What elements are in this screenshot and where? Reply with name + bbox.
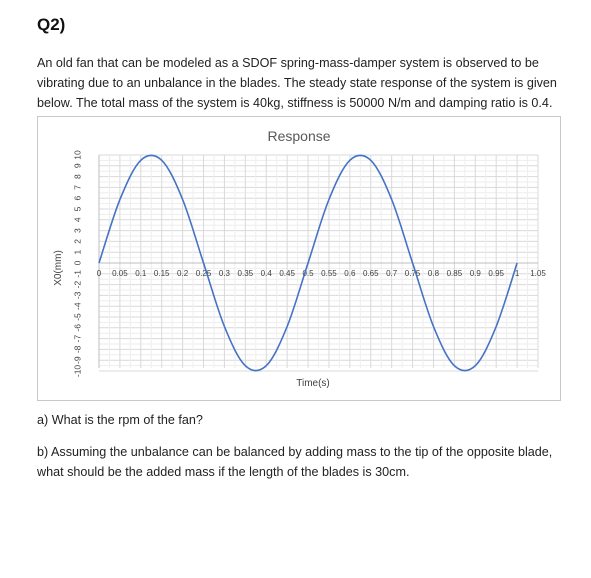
x-tick-label: 0 [96,269,102,278]
x-tick-label: 0.1 [135,269,147,278]
y-tick-label: -10 [72,364,83,378]
x-tick-label: 0.55 [321,269,337,278]
y-tick-label: 2 [72,239,83,244]
y-tick-label: -1 [72,270,83,278]
x-tick-label: 0.35 [237,269,254,278]
y-tick-label: -4 [72,302,83,310]
question-line: vibrating due to an unbalance in the blades. The steady state response of the system is given [37,76,557,90]
y-tick-label: 0 [72,260,83,266]
y-tick-label: 4 [72,217,83,223]
y-tick-label: 5 [72,206,83,212]
y-tick-label: 9 [72,163,83,169]
x-tick-labels [97,269,547,278]
x-tick-label: 0.25 [195,269,212,278]
x-tick-label: 0.6 [344,269,356,278]
question-number: Q2) [37,15,66,34]
x-tick-label: 0.05 [112,269,128,278]
x-tick-label: 0.85 [446,269,463,278]
x-tick-label: 0.15 [153,269,170,278]
x-tick-label: 0.4 [260,269,272,278]
part-b-line: what should be the added mass if the length of the blades is 30cm. [37,465,410,479]
chart-title: Response [267,128,331,144]
y-tick-label: -2 [72,280,83,289]
y-tick-label: 3 [72,228,83,233]
x-tick-label: 0.65 [362,269,379,278]
x-tick-label: 0.9 [469,269,481,278]
y-tick-label: 10 [72,150,83,160]
y-tick-label: 6 [72,195,83,201]
y-tick-label: -9 [72,356,83,364]
question-text [37,53,562,113]
part-a-question: a) What is the rpm of the fan? [37,413,203,427]
x-tick-label: 0.5 [302,269,314,278]
y-tick-label: 7 [72,185,83,190]
y-tick-label: -3 [72,291,83,300]
y-tick-label: -8 [72,345,83,354]
question-line: An old fan that can be modeled as a SDOF spring-mass-damper system is observed to be [37,56,539,70]
x-tick-label: 0.3 [218,269,230,278]
x-tick-label: 1 [514,269,520,278]
y-tick-label: -6 [72,324,83,332]
y-tick-label: 8 [72,174,83,179]
x-tick-label: 0.75 [404,269,421,278]
x-tick-label: 0.7 [386,269,398,278]
x-tick-label: 0.8 [427,269,440,278]
y-axis-label: X0(mm) [53,250,64,286]
x-axis-label: Time(s) [296,378,330,389]
y-tick-label: 1 [72,249,83,255]
part-b-line: b) Assuming the unbalance can be balanced by adding mass to the tip of the opposite blade, [37,445,553,459]
response-chart [37,116,561,401]
x-tick-label: 0.95 [488,269,504,278]
y-tick-label: -5 [72,313,83,321]
question-line: below. The total mass of the system is 40kg, stiffness is 50000 N/m and damping ratio is 0.4. [37,96,553,110]
x-tick-label: 1.05 [530,269,546,278]
part-b-question [37,442,562,482]
x-tick-label: 0.2 [177,269,189,278]
chart-canvas [38,117,560,400]
y-tick-label: -7 [72,334,83,343]
y-tick-labels [72,150,82,377]
x-tick-label: 0.45 [279,269,295,278]
